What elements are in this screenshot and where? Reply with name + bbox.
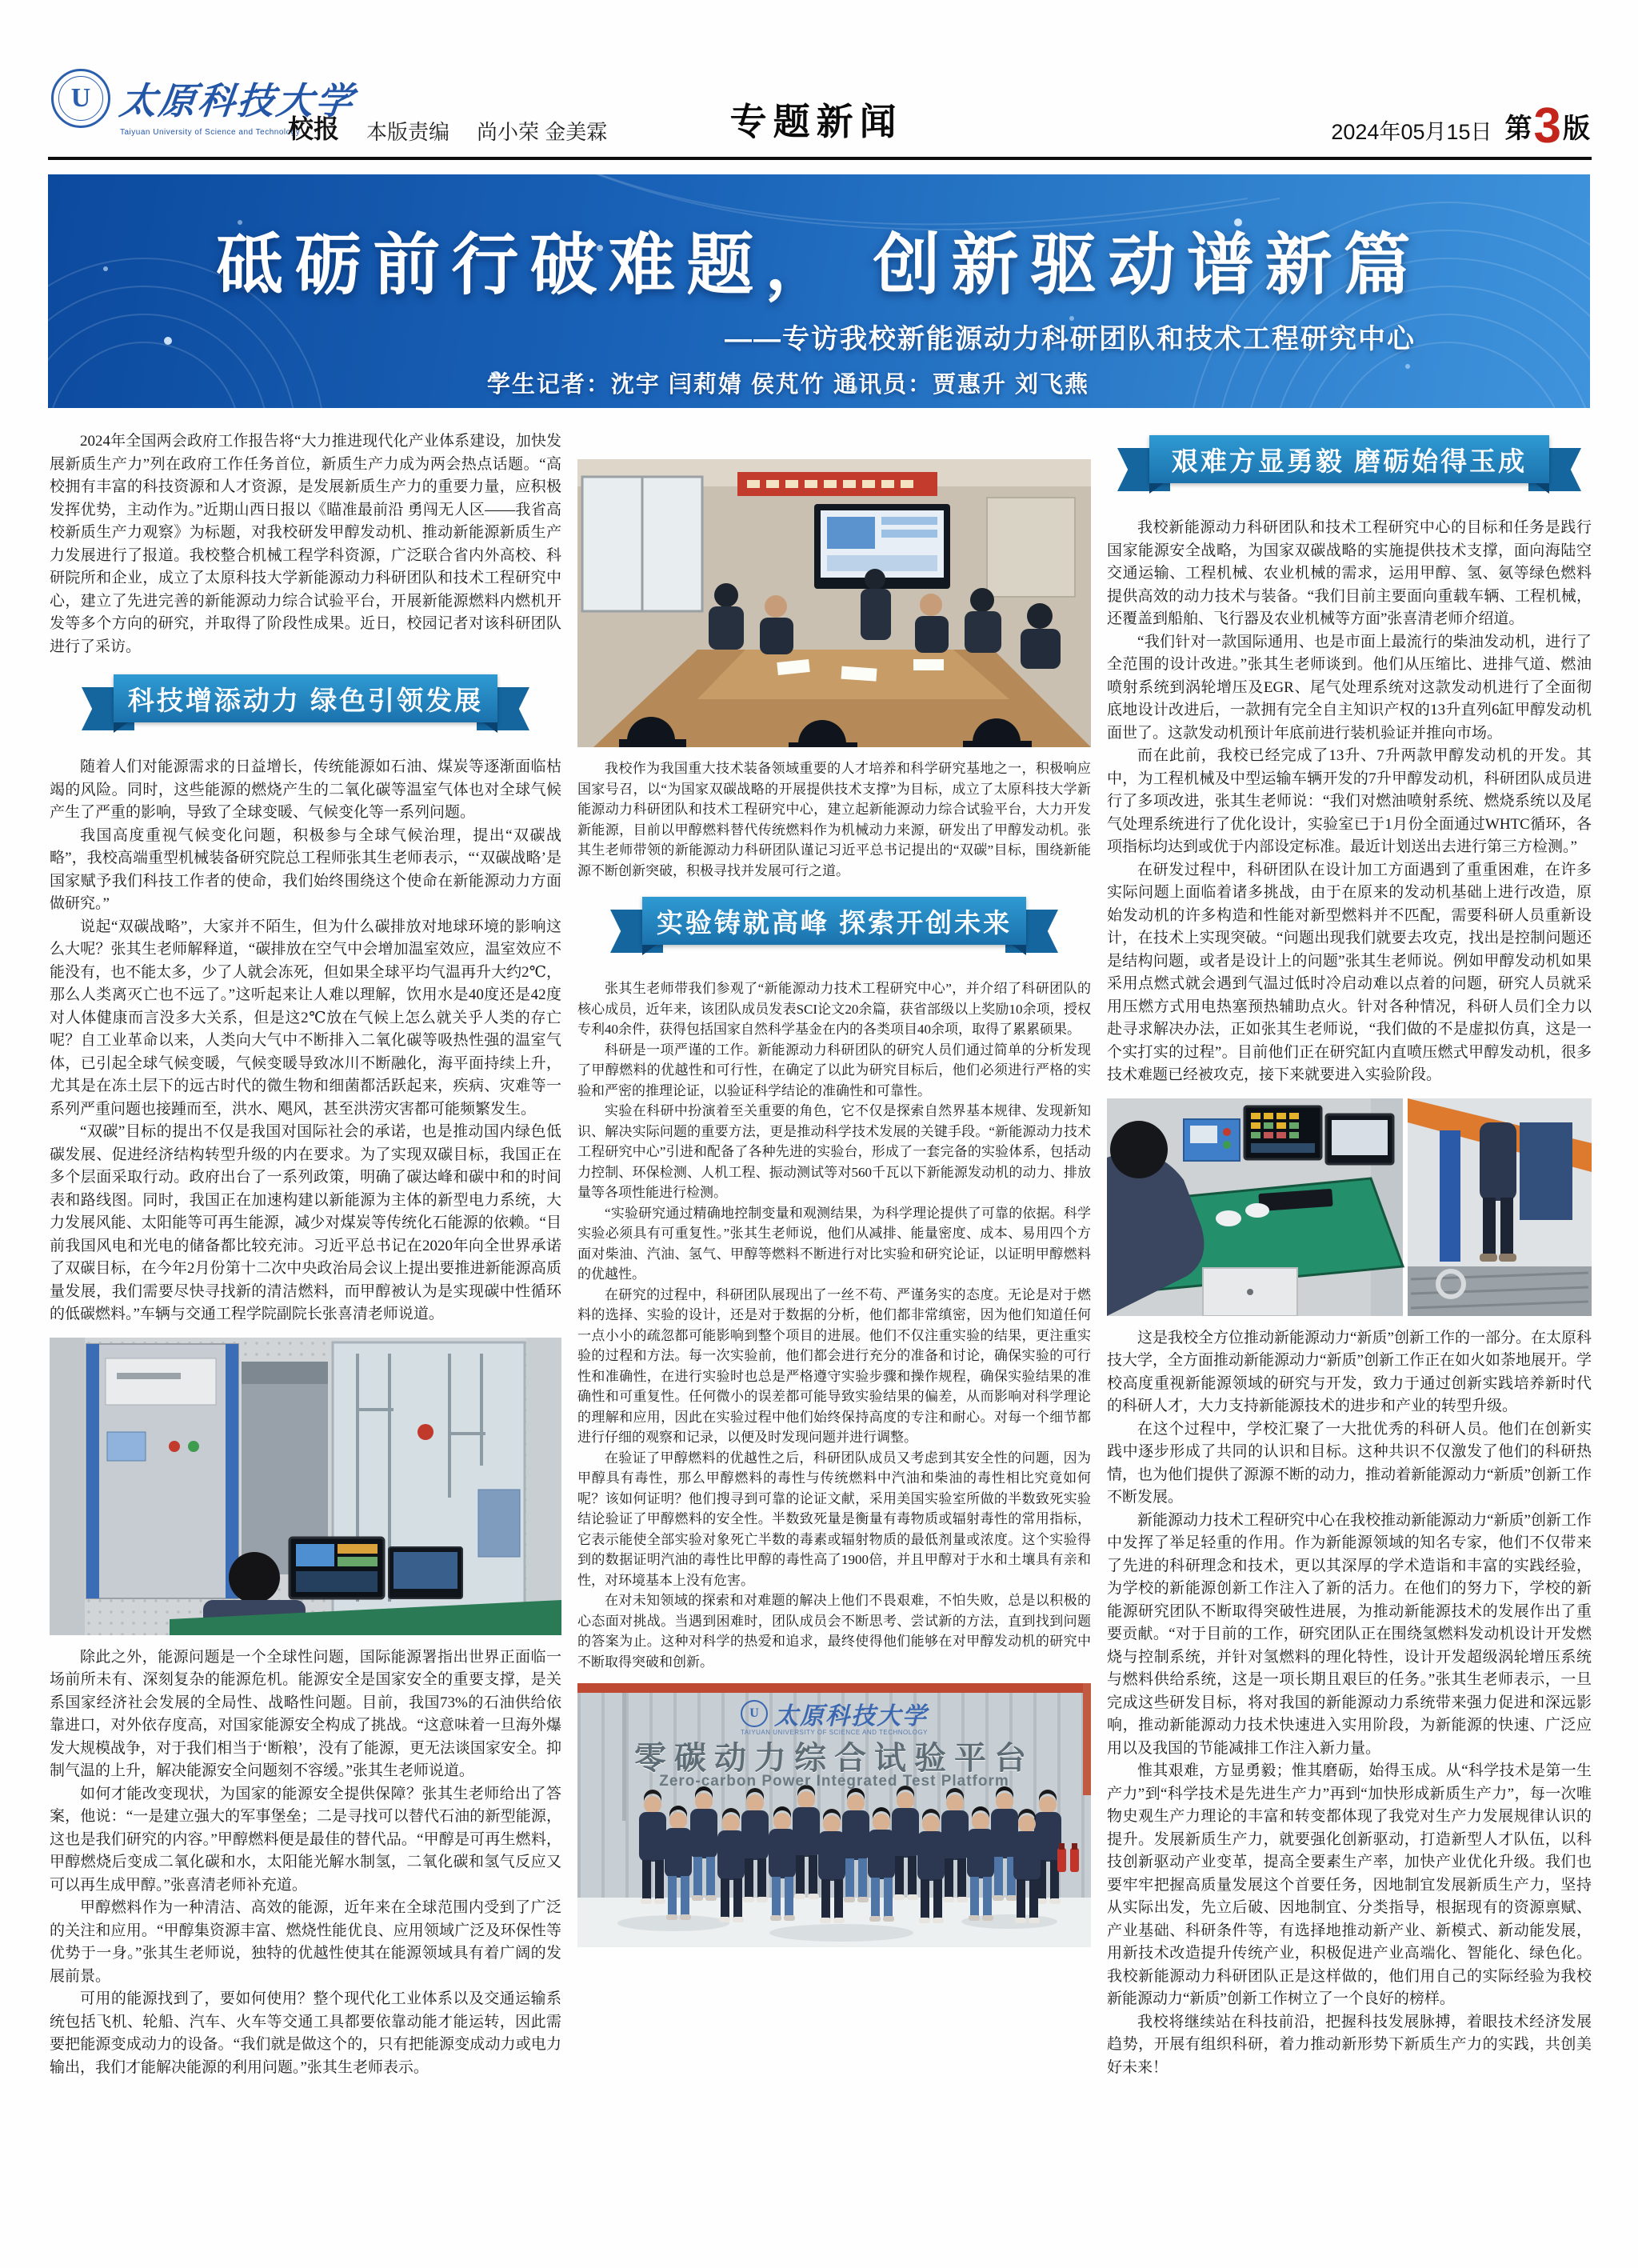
- article-paragraph: 在研究的过程中，科研团队展现出了一丝不苟、严谨务实的态度。无论是对于燃料的选择、实验的设计，还是对于数据的分析，他们都非常缜密，因为他们知道任何一点小小的疏忽都可能影响到整个项目的进展。他们不仅注重实验的结果，更注重实验的过程和方法。每一次实验前，他们都会进行充分的准备和讨论，确保实验的可行性和准确性，在进行实验时也总是严格遵守实验步骤和操作规程，确保实验结果的准确性和可重复性。任何微小的误差都可能导致实验结果的偏差，从而影响对科学理论的理解和应用，因此在实验过程中他们始终保持高度的专注和耐心。对每一个细节都进行仔细的观察和记录，以便及时发现问题并进行调整。: [577, 1286, 1091, 1445]
- masthead: [48, 67, 1592, 160]
- section-ribbon-3: [1117, 435, 1581, 504]
- article-paragraph: 惟其艰难，方显勇毅；惟其磨砺，始得玉成。从“科学技术是第一生产力”到“科学技术是先进生产力”再到“加快形成新质生产力”，每一次唯物史观生产力理论的丰富和转变都体现了我党对生产力发展规律认识的提升。发展新质生产力，就要强化创新驱动，打造新型人才队伍，以科技创新驱动产业变革，提高全要素生产率，加快产业优化升级。我们也要牢牢把握高质量发展这个首要任务，因地制宜发展新质生产力，坚持从实际出发，先立后破、因地制宜、分类指导，根据现有的资源禀赋、产业基础、科研条件等，有选择地推动新产业、新模式、新动能发展，用新技术改造提升传统产业，积极促进产业高端化、智能化、绿色化。我校新能源动力科研团队正是这样做的，他们用自己的实际经验为我校新能源动力“新质”创新工作树立了一个良好的榜样。: [1107, 1762, 1592, 2007]
- section-ribbon-2: [610, 897, 1058, 966]
- section-ribbon-2-label: 实验铸就高峰 探索开创未来: [642, 897, 1026, 945]
- article-paragraph: 在对未知领域的探索和对难题的解决上他们不畏艰难，不怕失败，总是以积极的心态面对挑战。当遇到困难时，团队成员会不断思考、尝试新的方法，直到找到问题的答案为止。这种对科学的热爱和追求，最终使得他们能够在对甲醇发动机的研究中不断取得突破和创新。: [577, 1593, 1091, 1670]
- article-paragraph: “我们针对一款国际通用、也是市面上最流行的柴油发动机，进行了全范围的设计改进。”张其生老师谈到。他们从压缩比、进排气道、燃油喷射系统到涡轮增压及EGR、尾气处理系统对这款发动机进行了全面彻底地设计改进后，一款拥有完全自主知识产权的13升直列6缸甲醇发动机面世了。这款发动机预计年底前进行装机验证并推向市场。: [1107, 633, 1592, 742]
- ribbon-fold: [1535, 483, 1549, 494]
- university-name-cn: 太原科技大学: [117, 81, 358, 122]
- article-paragraph: 随着人们对能源需求的日益增长，传统能源如石油、煤炭等逐渐面临枯竭的风险。同时，这些能源的燃烧产生的二氧化碳等温室气体也对全球气候产生了严重的影响，导致了全球变暖、气候变化等一系列问题。: [50, 758, 561, 821]
- ribbon-fold: [114, 722, 128, 733]
- ribbon-fold: [483, 722, 497, 733]
- article-paragraph: 我校将继续站在科技前沿，把握科技发展脉搏，着眼技术经济发展趋势，开展有组织科研，着力推动新形势下新质生产力的实践，共创美好未来！: [1107, 2013, 1592, 2076]
- edition-suffix: 版: [1563, 114, 1590, 144]
- article-paragraph: 可用的能源找到了，要如何使用？整个现代化工业体系以及交通运输系统包括飞机、轮船、汽车、火车等交通工具都要依靠动能才能运转，因此需要把能源变成动力的设备。“我们就是做这个的，只有把能源变成动力或电力输出，我们才能解决能源的利用问题。”张其生老师表示。: [50, 1990, 561, 2076]
- headline-subtitle: ——专访我校新能源动力科研团队和技术工程研究中心: [725, 324, 1416, 354]
- university-name-en: Taiyuan University of Science and Technology: [120, 128, 301, 137]
- section-ribbon-1-label: 科技增添动力 绿色引领发展: [114, 674, 497, 722]
- ribbon-fold: [1012, 945, 1026, 955]
- column-right: [1107, 430, 1592, 2182]
- headline-title: 砥砺前行破难题， 创新驱动谱新篇: [216, 227, 1422, 302]
- article-paragraph: 2024年全国两会政府工作报告将“大力推进现代化产业体系建设，加快发展新质生产力”列在政府工作任务首位，新质生产力成为两会热点话题。“高校拥有丰富的科技资源和人才资源，是发展新质生产力的重要力量，应积极发挥优势，主动作为。”近期山西日报以《瞄准最前沿 勇闯无人区——我省高校新质生产力观察》为标题，对我校研发甲醇发动机、推动新能源新质生产力发展进行了报道。我校整合机械工程学科资源，广泛联合省内外高校、科研院所和企业，成立了太原科技大学新能源动力科研团队和技术工程研究中心，建立了先进完善的新能源动力综合试验平台，开展新能源燃料内燃机开发等多个方向的研究，并取得了阶段性成果。近日，校园记者对该科研团队进行了采访。: [50, 433, 561, 655]
- article-paragraph: 我国高度重视气候变化问题，积极参与全球气候治理，提出“双碳战略”，我校高端重型机械装备研究院总工程师张其生老师表示，“‘双碳战略’是国家赋予我们科技工作者的使命，我们始终围绕这个使命在新能源动力方面做研究。”: [50, 826, 561, 912]
- logo-letter: U: [70, 83, 91, 113]
- group-photo-university-cn: 太原科技大学: [774, 1703, 928, 1730]
- article-paragraph: 这是我校全方位推动新能源动力“新质”创新工作的一部分。在太原科技大学，全方面推动新能源动力“新质”创新工作正在如火如荼地展开。学校高度重视新能源领域的研究与开发，致力于通过创新实践培养新时代的科研人才，大力支持新能源技术的进步和产业的转型升级。: [1107, 1329, 1592, 1414]
- article-paragraph: 我校作为我国重大技术装备领域重要的人才培养和科学研究基地之一，积极响应国家号召，以“为国家双碳战略的开展提供技术支撑”为目标，成立了太原科技大学新能源动力科研团队和技术工程研究中心，建立起新能源动力综合试验平台，大力开发新能源，目前以甲醇燃料替代传统燃料作为机械动力来源，研发出了甲醇发动机。张其生老师带领的新能源动力科研团队谨记习近平总书记提出的“双碳”目标，围绕新能源不断创新突破，积极寻找并发展可行之道。: [577, 761, 1091, 878]
- issue-date: 2024年05月15日: [1331, 120, 1492, 144]
- article-paragraph: “双碳”目标的提出不仅是我国对国际社会的承诺，也是推动国内绿色低碳发展、促进经济结构转型升级的内在要求。为了实现双碳目标，我国正在多个层面采取行动。政府出台了一系列政策，明确了碳达峰和碳中和的时间表和路线图。同时，我国正在加速构建以新能源为主体的新型电力系统，大力发展风能、太阳能等可再生能源，减少对煤炭等传统化石能源的依赖。“目前我国风电和光电的储备都比较充沛。习近平总书记在2020年向全世界承诺了双碳目标，在今年2月份第十二次中央政治局会议上提出要推进新能源高质量发展，我们需要尽快寻找新的清洁燃料，而甲醇被认为是实现碳中性循环的低碳燃料。”车辆与交通工程学院副院长张喜清老师说道。: [50, 1123, 561, 1322]
- section-title: 专题新闻: [729, 101, 903, 142]
- headline-byline: 学生记者：沈宇 闫莉婧 侯芃竹 通讯员：贾惠升 刘飞燕: [486, 372, 1090, 398]
- editor-label: 本版责编: [366, 120, 450, 144]
- article-paragraph: 在验证了甲醇燃料的优越性之后，科研团队成员又考虑到其安全性的问题，因为甲醇具有毒性，那么甲醇燃料的毒性与传统燃料中汽油和柴油的毒性相比究竟如何呢？该如何证明？他们搜寻到可靠的论证文献，采用美国实验室所做的半数致死实验结论验证了甲醇燃料的安全性。半数致死量是衡量有毒物质或辐射毒性的常用指标，它表示能使全部实验对象死亡半数的毒素或辐射物质的最低剂量或浓度。这个实验得到的数据证明汽油的毒性比甲醇的毒性高了1900倍，并且甲醇对于水和土壤具有亲和性，对环境基本上没有危害。: [577, 1450, 1091, 1588]
- paper-label: 校报: [288, 114, 340, 143]
- column-middle: [577, 430, 1091, 2253]
- article-paragraph: 实验在科研中扮演着至关重要的角色，它不仅是探索自然界基本规律、发现新知识、解决实际问题的重要方法，更是推动科学技术发展的关键手段。“新能源动力技术工程研究中心”引进和配备了各种先进的实验台，形成了一套完备的实验体系，包括动力控制、环保检测、人机工程、振动测试等对560千瓦以下新能源发动机的动力、排放量等各项性能进行检测。: [577, 1103, 1091, 1200]
- platform-title-cn: 零碳动力综合试验平台: [634, 1741, 1034, 1776]
- photo-lab-control-room: [50, 1338, 561, 1635]
- platform-title-en: Zero-carbon Power Integrated Test Platform: [659, 1773, 1009, 1790]
- ribbon-fold: [1149, 483, 1164, 494]
- university-emblem-icon: [51, 69, 110, 128]
- headline-banner: [48, 174, 1590, 408]
- article-paragraph: 甲醇燃料作为一种清洁、高效的能源，近年来在全球范围内受到了广泛的关注和应用。“甲醇集资源丰富、燃烧性能优良、应用领域广泛及环保性等优势于一身。”张其生老师说，独特的优越性使其在能源领域具有着广阔的发展前景。: [50, 1899, 561, 1985]
- article-paragraph: 新能源动力技术工程研究中心在我校推动新能源动力“新质”创新工作中发挥了举足轻重的作用。作为新能源领域的知名专家，他们不仅带来了先进的科研理念和技术，更以其深厚的学术造诣和丰富的实践经验，为学校的新能源创新工作注入了新的活力。在他们的努力下，学校的新能源研究团队不断取得突破性进展，为推动新能源技术的发展作出了重要贡献。“对于目前的工作，研究团队正在围绕氢燃料发动机设计开发燃烧与控制系统，并针对氢燃料的理化特性，设计开发超级涡轮增压系统与燃料供给系统，这是一项长期且艰巨的任务。”张其生老师表示，一旦完成这些研发目标，将对我国的新能源动力系统带来强力促进和深远影响，推动新能源动力技术快速进入实用阶段，为新能源的快速、广泛应用以及我国的节能减排工作注入新力量。: [1107, 1511, 1592, 1757]
- group-photo-emblem-icon: U: [741, 1700, 768, 1727]
- article-paragraph: 说起“双碳战略”，大家并不陌生，但为什么碳排放对地球环境的影响这么大呢？张其生老师解释道，“碳排放在空气中会增加温室效应，温室效应不能没有，也不能太多，少了人就会冻死，但如果全球平均气温再升大约2℃，那么人类离灭亡也不远了。”这听起来让人难以理解，饮用水是40度还是42度对人体健康而言没多大关系，但是这2℃放在气候上怎么就关乎人类的存亡呢？自工业革命以来，人类向大气中不断排入二氧化碳等吸热性强的温室气体，已引起全球气候变暖，气候变暖导致冰川不断融化，海平面持续上升，尤其是在冻土层下的远古时代的微生物和细菌都活跃起来，疾病、灾难等一系列严重问题也接踵而至，洪水、飓风，甚至洪涝灾害都可能频繁发生。: [50, 918, 561, 1118]
- section-ribbon-1: [82, 674, 529, 743]
- article-paragraph: 而在此前，我校已经完成了13升、7升两款甲醇发动机的开发。其中，为工程机械及中型运输车辆开发的7升甲醇发动机，科研团队成员进行了多项改进，张其生老师说：“我们对燃油喷射系统、燃烧系统以及尾气处理系统进行了优化设计，实验室已于1月份全面通过WHTC循环，各项指标均达到或优于内部设定标准。最近计划送出去进行第三方检测。”: [1107, 747, 1592, 855]
- edition-number: 3: [1533, 98, 1561, 154]
- ribbon-fold: [642, 945, 657, 955]
- article-paragraph: 科研是一项严谨的工作。新能源动力科研团队的研究人员们通过简单的分析发现了甲醇燃料的优越性和可行性，在确定了以此为研究目标后，他们必须进行严格的实验和严密的推理论证，以验证科学结论的准确性和可靠性。: [577, 1042, 1091, 1098]
- article-paragraph: 张其生老师带我们参观了“新能源动力技术工程研究中心”，并介绍了科研团队的核心成员，近年来，该团队成员发表SCI论文20余篇，获省部级以上奖励10余项，授权专利40余件，获得包括国家自然科学基金在内的各类项目40余项，取得了累累硕果。: [577, 981, 1091, 1037]
- section-ribbon-3-label: 艰难方显勇毅 磨砺始得玉成: [1149, 435, 1549, 483]
- article-paragraph: 如何才能改变现状，为国家的能源安全提供保障？张其生老师给出了答案，他说：“一是建立强大的军事堡垒；二是寻找可以替代石油的新型能源，这也是我们研究的内容。”甲醇燃料便是最佳的替代品。“甲醇是可再生燃料，甲醇燃烧后变成二氧化碳和水，太阳能光解水制氢，二氧化碳和氢气反应又可以再生成甲醇。”张喜清老师补充道。: [50, 1785, 561, 1894]
- photo-team-meeting: [577, 459, 1091, 747]
- photo-test-bench: [1107, 1098, 1592, 1316]
- photo-team-group: [577, 1683, 1091, 1947]
- article-paragraph: 在这个过程中，学校汇聚了一大批优秀的科研人员。他们在创新实践中逐步形成了共同的认识和目标。这种共识不仅激发了他们的科研热情，也为他们提供了源源不断的动力，推动着新能源动力“新质”创新工作不断发展。: [1107, 1420, 1592, 1506]
- edition-badge: [1504, 98, 1590, 154]
- article-paragraph: 我校新能源动力科研团队和技术工程研究中心的目标和任务是践行国家能源安全战略，为国家双碳战略的实施提供技术支撑，面向海陆空交通运输、工程机械、农业机械的需求，运用甲醇、氢、氨等绿色燃料提供高效的动力技术与装备。“我们目前主要面向重载车辆、工程机械，还覆盖到船舶、飞行器及农业机械等方面”张喜清老师介绍道。: [1107, 519, 1592, 627]
- article-paragraph: 在研发过程中，科研团队在设计加工方面遇到了重重困难，在许多实际问题上面临着诸多挑战，由于在原来的发动机基础上进行改造，原始发动机的许多构造和性能对新型燃料并不匹配，需要科研人员重新设计，在技术上实现突破。“问题出现我们就要去攻克，找出是控制问题还是结构问题，或者是设计上的问题”张其生老师说。例如甲醇发动机如果采用点燃式就会遇到气温过低时冷启动难以点着的问题，研究人员就采用压燃方式用电热塞预热辅助点火。针对各种情况，科研人员们全力以赴寻求解决办法，正如张其生老师说，“我们做的不是虚拟仿真，这是一个实打实的过程”。目前他们正在研究缸内直喷压燃式甲醇发动机，很多技术难题已经被攻克，接下来就要进入实验阶段。: [1107, 861, 1592, 1083]
- editors-names: 尚小荣 金美霖: [477, 120, 608, 144]
- article-paragraph: 除此之外，能源问题是一个全球性问题，国际能源署指出世界正面临一场前所未有、深刻复杂的能源危机。能源安全是国家安全的重要支撑，是关系国家经济社会发展的全局性、战略性问题。目前，我国73%的石油供给依靠进口，对外依存度高，对国家能源安全构成了挑战。“这意味着一旦海外爆发大规模战争，对于我们相当于‘断粮’，没有了能源，更无法谈国家安全。抑制气温的上升，解决能源安全问题刻不容缓。”张其生老师说道。: [50, 1648, 561, 1779]
- article-paragraph: “实验研究通过精确地控制变量和观测结果，为科学理论提供了可靠的依据。科学实验必须具有可重复性。”张其生老师说，他们从减排、能量密度、成本、易用四个方面对柴油、汽油、氢气、甲醇等燃料不断进行对比实验和研究论证，以证明甲醇燃料的优越性。: [577, 1205, 1091, 1282]
- group-photo-university-en: TAIYUAN UNIVERSITY OF SCIENCE AND TECHNOLOGY: [740, 1729, 929, 1736]
- column-left: [50, 430, 561, 2245]
- edition-prefix: 第: [1504, 114, 1532, 144]
